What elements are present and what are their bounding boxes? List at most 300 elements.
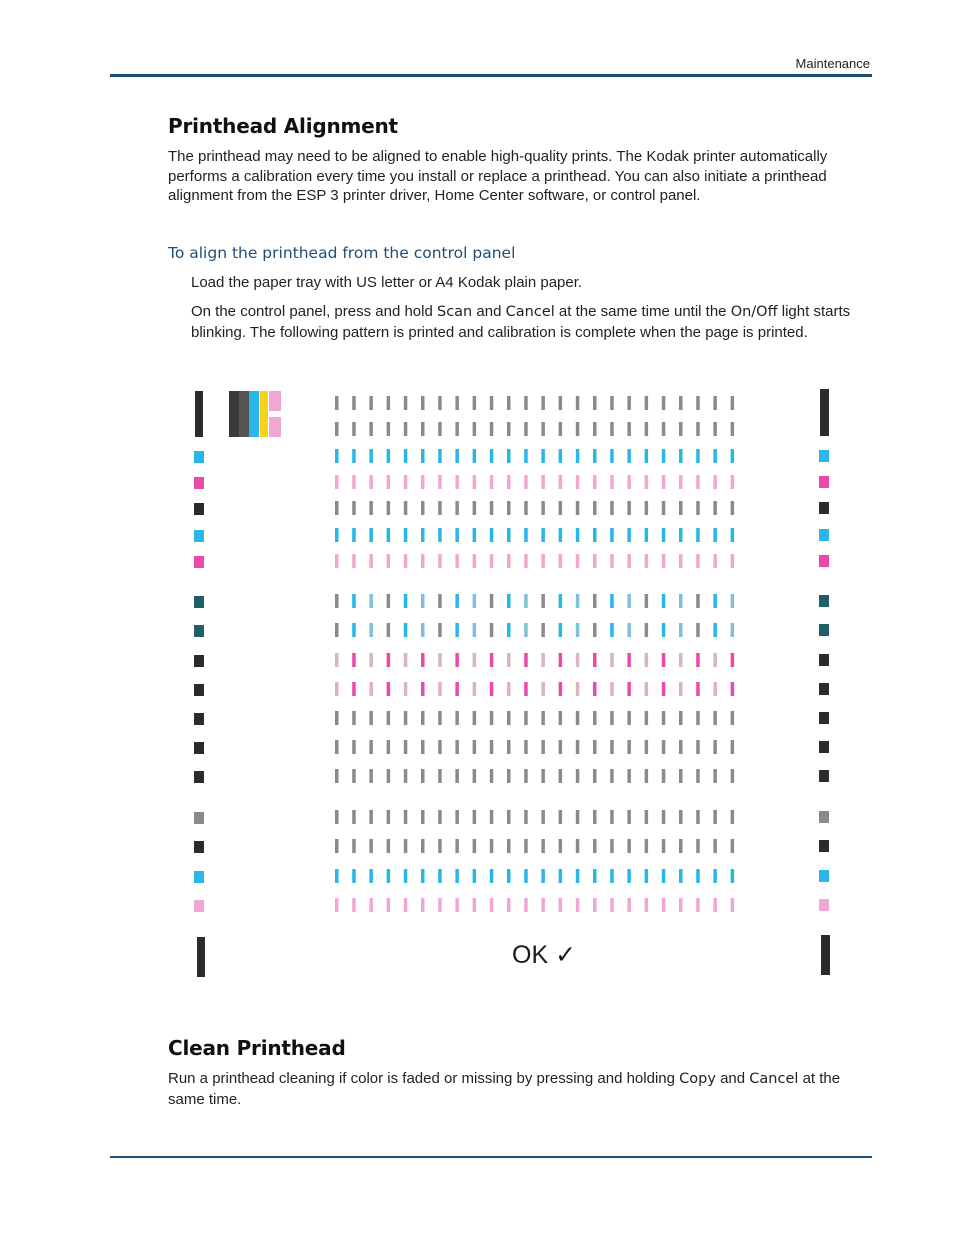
pattern-right-square <box>819 870 829 882</box>
pattern-tick <box>455 501 459 515</box>
pattern-left-square <box>194 625 204 637</box>
pattern-tick <box>696 554 700 568</box>
pattern-tick <box>455 449 459 463</box>
pattern-tick <box>369 740 373 754</box>
pattern-tick <box>473 449 477 463</box>
pattern-tick <box>421 682 425 696</box>
pattern-tick <box>679 594 683 608</box>
pattern-tick <box>524 769 528 783</box>
pattern-left-square <box>194 684 204 696</box>
pattern-tick <box>576 623 580 637</box>
step-2-text: light starts blinking. The following pattern is printed and calibration is complete when the page is printed. <box>191 303 851 341</box>
pattern-tick <box>421 740 425 754</box>
pattern-tick <box>369 810 373 824</box>
pattern-tick <box>610 711 614 725</box>
pattern-tick <box>524 869 528 883</box>
pattern-right-square <box>819 683 829 695</box>
pattern-tick <box>438 501 442 515</box>
pattern-tick <box>335 528 339 542</box>
pattern-tick <box>369 623 373 637</box>
pattern-tick <box>679 869 683 883</box>
pattern-tick <box>507 528 511 542</box>
pattern-left-square <box>194 812 204 824</box>
pattern-tick <box>455 769 459 783</box>
pattern-tick <box>645 528 649 542</box>
pattern-tick <box>507 396 511 410</box>
pattern-tick <box>455 594 459 608</box>
pattern-tick <box>593 422 597 436</box>
pattern-tick <box>662 653 666 667</box>
pattern-tick <box>473 682 477 696</box>
pattern-tick <box>387 501 391 515</box>
pattern-tick <box>404 653 408 667</box>
pattern-tick <box>593 740 597 754</box>
pattern-tick <box>524 810 528 824</box>
pattern-tick <box>438 396 442 410</box>
pattern-tick <box>679 769 683 783</box>
pattern-tick <box>627 475 631 489</box>
pattern-tick <box>352 422 356 436</box>
footer-rule <box>110 1156 872 1158</box>
pattern-tick <box>438 653 442 667</box>
pattern-tick <box>541 623 545 637</box>
pattern-tick <box>559 528 563 542</box>
pattern-tick <box>352 711 356 725</box>
clean-instructions <box>168 1069 858 1109</box>
pattern-right-square <box>819 899 829 911</box>
pattern-tick <box>559 898 563 912</box>
pattern-tick <box>387 740 391 754</box>
pattern-tick <box>438 422 442 436</box>
pattern-tick <box>731 682 735 696</box>
pattern-tick <box>438 898 442 912</box>
pattern-tick <box>352 528 356 542</box>
pattern-tick <box>541 740 545 754</box>
pattern-tick <box>662 769 666 783</box>
pattern-tick <box>473 769 477 783</box>
pattern-tick <box>696 810 700 824</box>
pattern-tick <box>387 449 391 463</box>
pattern-tick <box>731 554 735 568</box>
pattern-tick <box>421 839 425 853</box>
cancel-key: Cancel <box>749 1071 799 1087</box>
pattern-tick <box>490 682 494 696</box>
pattern-tick <box>455 711 459 725</box>
pattern-tick <box>645 839 649 853</box>
pattern-tick <box>369 839 373 853</box>
pattern-tick <box>507 869 511 883</box>
pattern-tick <box>627 810 631 824</box>
pattern-tick <box>404 475 408 489</box>
pattern-tick <box>593 898 597 912</box>
step-2 <box>191 302 859 342</box>
pattern-tick <box>335 623 339 637</box>
pattern-tick <box>541 769 545 783</box>
pattern-tick <box>387 422 391 436</box>
pattern-tick <box>713 528 717 542</box>
pattern-tick <box>455 475 459 489</box>
pattern-tick <box>421 501 425 515</box>
pattern-tick <box>679 653 683 667</box>
pattern-left-square <box>194 771 204 783</box>
pattern-tick <box>541 711 545 725</box>
pattern-left-square <box>194 477 204 489</box>
pattern-tick <box>455 740 459 754</box>
pattern-tick <box>662 554 666 568</box>
pattern-tick <box>352 869 356 883</box>
pattern-tick <box>507 554 511 568</box>
pattern-tick <box>369 682 373 696</box>
pattern-tick <box>679 501 683 515</box>
pattern-left-square <box>194 841 204 853</box>
pattern-tick <box>541 839 545 853</box>
pattern-tick <box>421 396 425 410</box>
pattern-right-bar <box>821 935 830 975</box>
pattern-tick <box>455 869 459 883</box>
pattern-tick <box>610 682 614 696</box>
pattern-tick <box>438 839 442 853</box>
pattern-tick <box>455 554 459 568</box>
pattern-tick <box>627 554 631 568</box>
pattern-tick <box>335 810 339 824</box>
pattern-tick <box>593 682 597 696</box>
pattern-tick <box>473 501 477 515</box>
pattern-tick <box>387 653 391 667</box>
pattern-tick <box>645 711 649 725</box>
pattern-tick <box>610 594 614 608</box>
pattern-tick <box>679 422 683 436</box>
pattern-tick <box>731 898 735 912</box>
pattern-right-square <box>819 476 829 488</box>
pattern-tick <box>559 623 563 637</box>
cancel-key: Cancel <box>505 304 555 320</box>
pattern-tick <box>524 682 528 696</box>
pattern-tick <box>455 810 459 824</box>
pattern-tick <box>627 869 631 883</box>
pattern-tick <box>576 594 580 608</box>
pattern-tick <box>387 769 391 783</box>
pattern-tick <box>696 396 700 410</box>
pattern-tick <box>524 528 528 542</box>
pattern-tick <box>559 740 563 754</box>
pattern-tick <box>645 810 649 824</box>
pattern-tick <box>404 594 408 608</box>
pattern-tick <box>662 475 666 489</box>
pattern-tick <box>541 475 545 489</box>
pattern-tick <box>490 769 494 783</box>
pattern-tick <box>576 839 580 853</box>
pattern-tick <box>576 422 580 436</box>
pattern-tick <box>610 839 614 853</box>
pattern-tick <box>696 449 700 463</box>
pattern-tick <box>679 810 683 824</box>
pattern-tick <box>713 711 717 725</box>
pattern-tick <box>490 839 494 853</box>
pattern-tick <box>352 554 356 568</box>
pattern-tick <box>541 810 545 824</box>
pattern-tick <box>352 682 356 696</box>
pattern-tick <box>713 810 717 824</box>
pattern-tick <box>455 682 459 696</box>
pattern-tick <box>593 810 597 824</box>
pattern-tick <box>335 449 339 463</box>
pattern-tick <box>404 810 408 824</box>
pattern-tick <box>541 594 545 608</box>
pattern-tick <box>438 740 442 754</box>
pattern-tick <box>490 501 494 515</box>
pattern-tick <box>507 898 511 912</box>
pattern-tick <box>627 839 631 853</box>
pattern-left-square <box>194 871 204 883</box>
pattern-tick <box>645 682 649 696</box>
pattern-tick <box>438 769 442 783</box>
pattern-tick <box>731 396 735 410</box>
pattern-tick <box>404 682 408 696</box>
pattern-tick <box>662 869 666 883</box>
pattern-tick <box>731 528 735 542</box>
pattern-tick <box>404 869 408 883</box>
pattern-tick <box>335 869 339 883</box>
pattern-tick <box>541 653 545 667</box>
pattern-tick <box>576 810 580 824</box>
pattern-tick <box>662 396 666 410</box>
pattern-tick <box>645 623 649 637</box>
pattern-tick <box>610 501 614 515</box>
pattern-tick <box>559 449 563 463</box>
pattern-tick <box>679 711 683 725</box>
pattern-tick <box>524 594 528 608</box>
pattern-tick <box>524 449 528 463</box>
pattern-left-square <box>194 530 204 542</box>
pattern-tick <box>627 898 631 912</box>
pattern-tick <box>576 528 580 542</box>
pattern-tick <box>490 740 494 754</box>
pattern-tick <box>610 769 614 783</box>
pattern-tick <box>696 653 700 667</box>
pattern-tick <box>576 769 580 783</box>
pattern-tick <box>576 501 580 515</box>
pattern-tick <box>335 501 339 515</box>
pattern-tick <box>490 528 494 542</box>
pattern-tick <box>662 501 666 515</box>
pattern-tick <box>662 740 666 754</box>
pattern-tick <box>507 769 511 783</box>
pattern-tick <box>559 475 563 489</box>
pattern-tick <box>387 898 391 912</box>
pattern-tick <box>438 623 442 637</box>
pattern-tick <box>593 396 597 410</box>
pattern-tick <box>335 769 339 783</box>
pattern-tick <box>404 528 408 542</box>
pattern-tick <box>438 449 442 463</box>
pattern-tick <box>507 623 511 637</box>
pattern-tick <box>627 422 631 436</box>
pattern-tick <box>455 528 459 542</box>
pattern-tick <box>610 623 614 637</box>
pattern-tick <box>593 475 597 489</box>
pattern-tick <box>421 422 425 436</box>
pattern-tick <box>593 623 597 637</box>
pattern-tick <box>645 396 649 410</box>
pattern-tick <box>387 396 391 410</box>
pattern-tick <box>524 653 528 667</box>
pattern-color-block <box>229 391 239 437</box>
pattern-tick <box>369 769 373 783</box>
pattern-tick <box>438 475 442 489</box>
pattern-tick <box>455 396 459 410</box>
pattern-tick <box>576 475 580 489</box>
step-2-text: at the same time until the <box>554 303 731 320</box>
pattern-tick <box>507 810 511 824</box>
pattern-tick <box>713 740 717 754</box>
pattern-right-square <box>819 595 829 607</box>
pattern-tick <box>404 422 408 436</box>
pattern-tick <box>662 422 666 436</box>
pattern-tick <box>335 475 339 489</box>
pattern-tick <box>627 769 631 783</box>
pattern-right-square <box>819 450 829 462</box>
pattern-color-block <box>249 391 259 437</box>
pattern-tick <box>524 396 528 410</box>
pattern-tick <box>662 623 666 637</box>
pattern-tick <box>559 682 563 696</box>
pattern-tick <box>627 682 631 696</box>
pattern-tick <box>610 554 614 568</box>
pattern-tick <box>507 422 511 436</box>
pattern-left-square <box>194 655 204 667</box>
pattern-tick <box>473 869 477 883</box>
pattern-tick <box>352 594 356 608</box>
pattern-left-bar <box>197 937 205 977</box>
pattern-tick <box>559 839 563 853</box>
pattern-tick <box>490 594 494 608</box>
pattern-tick <box>524 711 528 725</box>
procedure-title: To align the printhead from the control panel <box>168 244 516 262</box>
pattern-tick <box>524 623 528 637</box>
pattern-tick <box>713 396 717 410</box>
pattern-tick <box>696 682 700 696</box>
pattern-tick <box>696 501 700 515</box>
pattern-tick <box>645 422 649 436</box>
pattern-tick <box>352 501 356 515</box>
pattern-tick <box>627 740 631 754</box>
pattern-tick <box>696 711 700 725</box>
pattern-tick <box>541 898 545 912</box>
pattern-tick <box>490 623 494 637</box>
pattern-tick <box>731 501 735 515</box>
ok-check-mark: OK ✓ <box>512 941 577 969</box>
pattern-tick <box>576 653 580 667</box>
pattern-tick <box>541 682 545 696</box>
pattern-tick <box>679 449 683 463</box>
pattern-color-block <box>260 391 268 437</box>
pattern-tick <box>438 682 442 696</box>
alignment-test-pattern <box>185 385 845 990</box>
pattern-tick <box>524 898 528 912</box>
pattern-tick <box>369 554 373 568</box>
pattern-tick <box>352 810 356 824</box>
pattern-tick <box>473 653 477 667</box>
step-1: Load the paper tray with US letter or A4 Kodak plain paper. <box>191 274 583 291</box>
pattern-tick <box>696 869 700 883</box>
pattern-tick <box>593 839 597 853</box>
pattern-tick <box>576 711 580 725</box>
pattern-tick <box>593 869 597 883</box>
pattern-tick <box>473 898 477 912</box>
pattern-right-square <box>819 624 829 636</box>
pattern-right-square <box>819 770 829 782</box>
pattern-left-square <box>194 596 204 608</box>
pattern-tick <box>541 449 545 463</box>
pattern-tick <box>473 422 477 436</box>
pattern-tick <box>610 740 614 754</box>
pattern-tick <box>713 869 717 883</box>
pattern-tick <box>421 653 425 667</box>
pattern-tick <box>679 623 683 637</box>
pattern-tick <box>731 594 735 608</box>
pattern-tick <box>696 594 700 608</box>
pattern-left-square <box>194 503 204 515</box>
pattern-tick <box>593 711 597 725</box>
pattern-tick <box>713 769 717 783</box>
pattern-tick <box>610 422 614 436</box>
pattern-tick <box>369 711 373 725</box>
pattern-tick <box>713 475 717 489</box>
step-2-text: and <box>472 303 506 320</box>
pattern-tick <box>627 528 631 542</box>
pattern-tick <box>559 554 563 568</box>
pattern-tick <box>421 623 425 637</box>
pattern-tick <box>387 869 391 883</box>
pattern-tick <box>490 396 494 410</box>
pattern-tick <box>404 501 408 515</box>
pattern-tick <box>610 396 614 410</box>
pattern-tick <box>473 740 477 754</box>
pattern-tick <box>438 594 442 608</box>
pattern-tick <box>559 810 563 824</box>
pattern-tick <box>576 396 580 410</box>
pattern-tick <box>696 769 700 783</box>
pattern-tick <box>645 869 649 883</box>
pattern-tick <box>473 623 477 637</box>
pattern-tick <box>713 623 717 637</box>
pattern-tick <box>679 740 683 754</box>
pattern-tick <box>404 740 408 754</box>
pattern-tick <box>713 501 717 515</box>
pattern-tick <box>713 449 717 463</box>
pattern-tick <box>421 554 425 568</box>
pattern-tick <box>473 396 477 410</box>
pattern-tick <box>731 653 735 667</box>
pattern-tick <box>524 501 528 515</box>
pattern-tick <box>662 594 666 608</box>
pattern-tick <box>352 449 356 463</box>
pattern-right-square <box>819 529 829 541</box>
pattern-tick <box>645 653 649 667</box>
pattern-tick <box>541 554 545 568</box>
pattern-left-square <box>194 556 204 568</box>
pattern-tick <box>352 839 356 853</box>
pattern-tick <box>713 653 717 667</box>
pattern-tick <box>627 501 631 515</box>
pattern-tick <box>541 422 545 436</box>
pattern-tick <box>404 898 408 912</box>
pattern-tick <box>369 869 373 883</box>
pattern-tick <box>490 422 494 436</box>
clean-text: Run a printhead cleaning if color is faded or missing by pressing and holding <box>168 1070 680 1087</box>
pattern-tick <box>576 740 580 754</box>
pattern-tick <box>696 623 700 637</box>
